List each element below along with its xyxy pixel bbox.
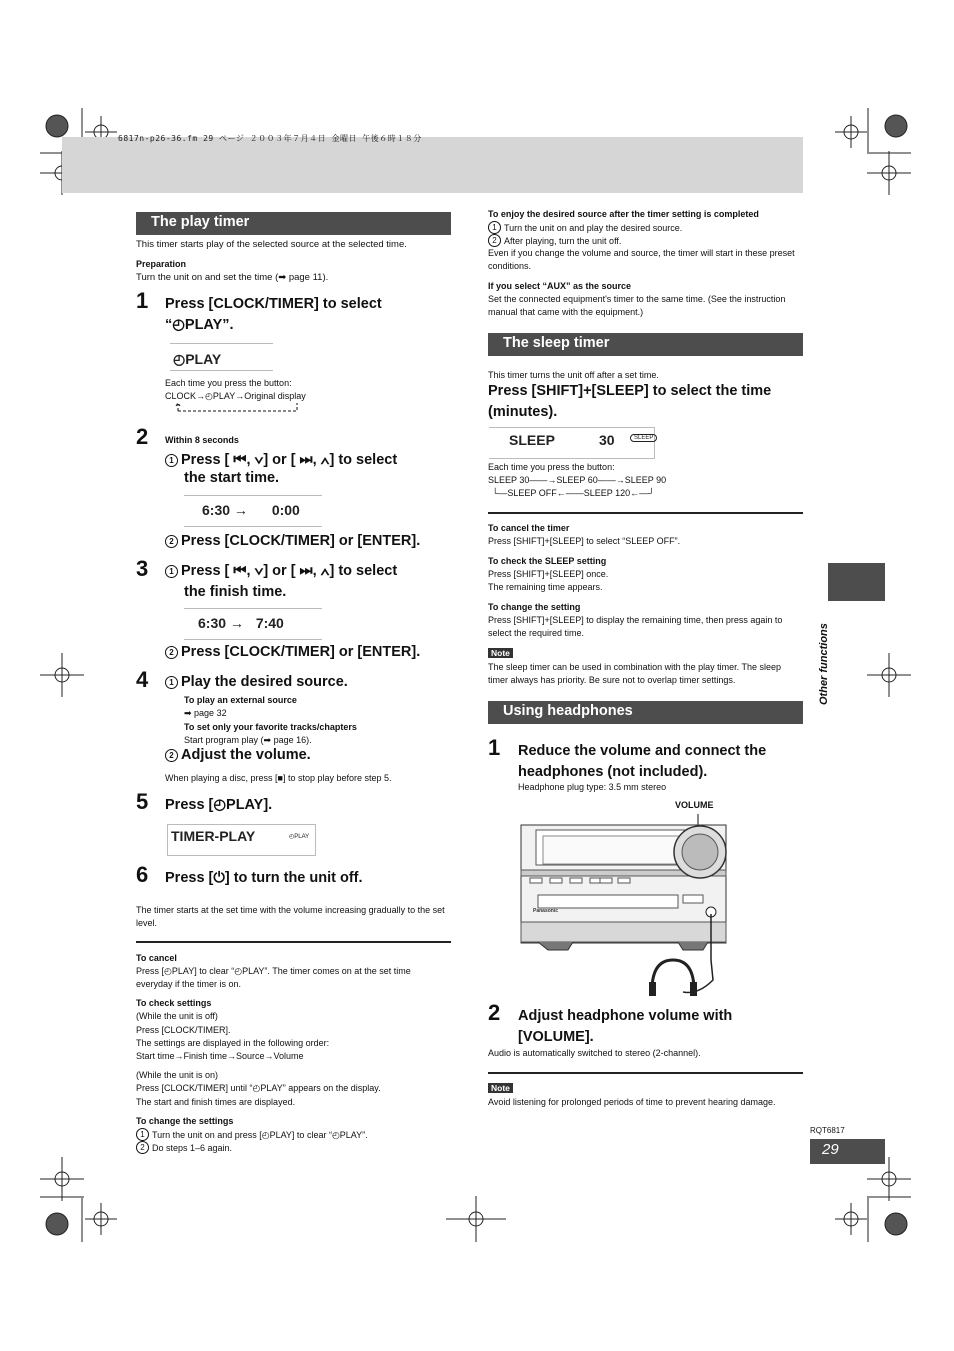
side-label: Other functions: [818, 623, 830, 705]
hp-note-text: Avoid listening for prolonged periods of time to prevent hearing damage.: [488, 1097, 776, 1107]
brand-label: Panasonic: [533, 908, 559, 914]
step-2-within: Within 8 seconds: [165, 435, 239, 445]
sleep-display: [489, 427, 655, 459]
circled-1: 1: [165, 454, 178, 467]
step-5-number: 5: [136, 789, 149, 814]
circled-2: 2: [136, 1141, 149, 1154]
step-3-line2: Press [CLOCK/TIMER] or [ENTER].: [181, 644, 421, 660]
stereo-unit-illustration: [518, 810, 748, 1000]
sleep-note-text: The sleep timer can be used in combination with the play timer. The sleep timer always has priority. Be sure not to overlap timer settings.: [488, 662, 781, 685]
step-2-display: [184, 495, 322, 527]
step-3-line1b: the finish time.: [184, 584, 287, 600]
side-tab: [828, 563, 885, 601]
step-5-text: Press [◴PLAY].: [165, 797, 273, 813]
check-settings-7: The start and finish times are displayed.: [136, 1097, 296, 1107]
section-title-play-timer: The play timer: [136, 212, 451, 235]
step-5-display-small: ◴PLAY: [289, 834, 310, 840]
step-3-display: [184, 608, 322, 640]
sleep-check-label: To check the SLEEP setting: [488, 556, 607, 566]
hp-step-2-text: Adjust headphone volume with [VOLUME].: [518, 1008, 733, 1045]
to-cancel-label: To cancel: [136, 953, 177, 963]
to-cancel-text: Press [◴PLAY] to clear “◴PLAY”. The timer comes on at the set time everyday if the timer is on.: [136, 966, 411, 989]
divider: [136, 941, 451, 943]
check-settings-3: The settings are displayed in the following order:: [136, 1038, 330, 1048]
arrow-icon: →: [229, 615, 244, 631]
arrow-icon: →: [233, 502, 248, 518]
circled-2: 2: [165, 646, 178, 659]
rqt-code: RQT6817: [810, 1126, 845, 1135]
step-2-number: 2: [136, 424, 149, 449]
timer-starts-text: The timer starts at the set time with the volume increasing gradually to the set level.: [136, 905, 445, 928]
step-1-cycle-arrow: [175, 401, 300, 413]
circled-1: 1: [165, 676, 178, 689]
step-2-line2: Press [CLOCK/TIMER] or [ENTER].: [181, 533, 421, 549]
note-badge: Note: [488, 648, 513, 658]
sleep-display-value: 30: [599, 432, 615, 448]
play-timer-intro: This timer starts play of the selected source at the selected time.: [136, 239, 407, 250]
step-2-display-end: 0:00: [271, 502, 300, 518]
sleep-cancel-label: To cancel the timer: [488, 523, 570, 533]
enjoy-3: Even if you change the volume and source, the timer will start in these preset conditions.: [488, 248, 795, 271]
circled-2: 2: [165, 749, 178, 762]
sleep-cycle-1: SLEEP 30——→SLEEP 60——→SLEEP 90: [488, 475, 667, 485]
note-badge: Note: [488, 1083, 513, 1093]
volume-label: VOLUME: [675, 800, 714, 810]
circled-2: 2: [488, 234, 501, 247]
aux-text: Set the connected equipment's timer to the same time. (See the instruction manual that came with the equipment.): [488, 294, 786, 317]
sleep-change-text: Press [SHIFT]+[SLEEP] to display the remaining time, then press again to select the required time.: [488, 615, 783, 638]
section-title-headphones: Using headphones: [488, 701, 803, 724]
section-title-sleep-timer: The sleep timer: [488, 333, 803, 356]
step-6-number: 6: [136, 862, 149, 887]
change-settings-1: Turn the unit on and press [◴PLAY] to clear “◴PLAY”.: [152, 1130, 368, 1140]
step-1-text-b: “◴PLAY”.: [165, 317, 234, 333]
sleep-check-1: Press [SHIFT]+[SLEEP] once.: [488, 569, 609, 579]
enjoy-label: To enjoy the desired source after the timer setting is completed: [488, 209, 759, 219]
sleep-check-2: The remaining time appears.: [488, 582, 603, 592]
file-header-line: 6817n-p26-36.fm 29 ページ ２００３年７月４日 金曜日 午後６時１８分: [118, 134, 422, 143]
step-4-fav-label: To set only your favorite tracks/chapters: [184, 722, 357, 732]
circled-1: 1: [165, 565, 178, 578]
sleep-display-text: SLEEP: [509, 432, 555, 448]
hp-step-1-text: Reduce the volume and connect the headphones (not included).: [518, 743, 767, 780]
circled-1: 1: [488, 221, 501, 234]
step-1-cycle: CLOCK→◴PLAY→Original display: [165, 391, 306, 401]
divider: [488, 512, 803, 514]
sleep-cycle-2: └—SLEEP OFF←——SLEEP 120←—┘: [492, 488, 655, 498]
step-2-display-start: 6:30: [202, 502, 231, 518]
step-4-note: When playing a disc, press [■] to stop play before step 5.: [165, 773, 392, 783]
step-5-display-text: TIMER-PLAY: [171, 828, 256, 844]
sleep-badge: SLEEP: [630, 434, 657, 442]
step-4-ext-text: ➡ page 32: [184, 708, 227, 718]
page-number: 29: [810, 1139, 885, 1164]
step-5-display: [167, 824, 316, 856]
step-3-display-end: 7:40: [255, 615, 284, 631]
step-2-line1a: Press [ ⏮, ∨] or [ ⏭, ∧] to select: [181, 452, 398, 468]
sleep-intro: This timer turns the unit off after a set time.: [488, 370, 659, 380]
step-4-ext-label: To play an external source: [184, 695, 297, 705]
circled-1: 1: [136, 1128, 149, 1141]
check-settings-2: Press [CLOCK/TIMER].: [136, 1025, 231, 1035]
change-settings-label: To change the settings: [136, 1116, 234, 1126]
change-settings-2: Do steps 1–6 again.: [152, 1143, 233, 1153]
headphones-icon: [652, 960, 694, 988]
aux-label: If you select “AUX” as the source: [488, 281, 632, 291]
sleep-cancel-text: Press [SHIFT]+[SLEEP] to select “SLEEP OFF”.: [488, 536, 681, 546]
step-3-display-start: 6:30: [198, 615, 227, 631]
step-3-line1a: Press [ ⏮, ∨] or [ ⏭, ∧] to select: [181, 563, 398, 579]
preparation-label: Preparation: [136, 259, 187, 269]
enjoy-2: After playing, turn the unit off.: [504, 236, 622, 246]
step-2-line1b: the start time.: [184, 470, 280, 486]
step-1-each-time: Each time you press the button:: [165, 378, 292, 388]
step-4-line2: Adjust the volume.: [181, 747, 311, 763]
step-4-fav-text: Start program play (➡ page 16).: [184, 735, 312, 745]
preparation-text: Turn the unit on and set the time (➡ page 11).: [136, 272, 329, 283]
check-settings-label: To check settings: [136, 998, 212, 1008]
check-settings-6: Press [CLOCK/TIMER] until “◴PLAY” appears on the display.: [136, 1083, 381, 1093]
hp-step-2-sub: Audio is automatically switched to stereo (2-channel).: [488, 1048, 701, 1058]
sleep-change-label: To change the setting: [488, 602, 581, 612]
step-1-display: ◴PLAY: [170, 343, 273, 371]
step-3-number: 3: [136, 556, 149, 581]
step-4-line1: Play the desired source.: [181, 674, 348, 690]
sleep-press: Press [SHIFT]+[SLEEP] to select the time (minutes).: [488, 383, 772, 420]
hp-step-2-number: 2: [488, 1000, 501, 1025]
top-band: [62, 137, 803, 193]
step-6-text: Press [⏻] to turn the unit off.: [165, 870, 363, 886]
step-1-text-a: Press [CLOCK/TIMER] to select: [165, 296, 382, 312]
divider: [488, 1072, 803, 1074]
check-settings-4: Start time→Finish time→Source→Volume: [136, 1051, 304, 1061]
circled-2: 2: [165, 535, 178, 548]
hp-step-1-number: 1: [488, 735, 501, 760]
step-1-number: 1: [136, 288, 149, 313]
step-4-number: 4: [136, 667, 149, 692]
check-settings-1: (While the unit is off): [136, 1011, 218, 1021]
enjoy-1: Turn the unit on and play the desired source.: [504, 223, 683, 233]
sleep-each-time: Each time you press the button:: [488, 462, 615, 472]
check-settings-5: (While the unit is on): [136, 1070, 219, 1080]
hp-plug-type: Headphone plug type: 3.5 mm stereo: [518, 782, 667, 792]
